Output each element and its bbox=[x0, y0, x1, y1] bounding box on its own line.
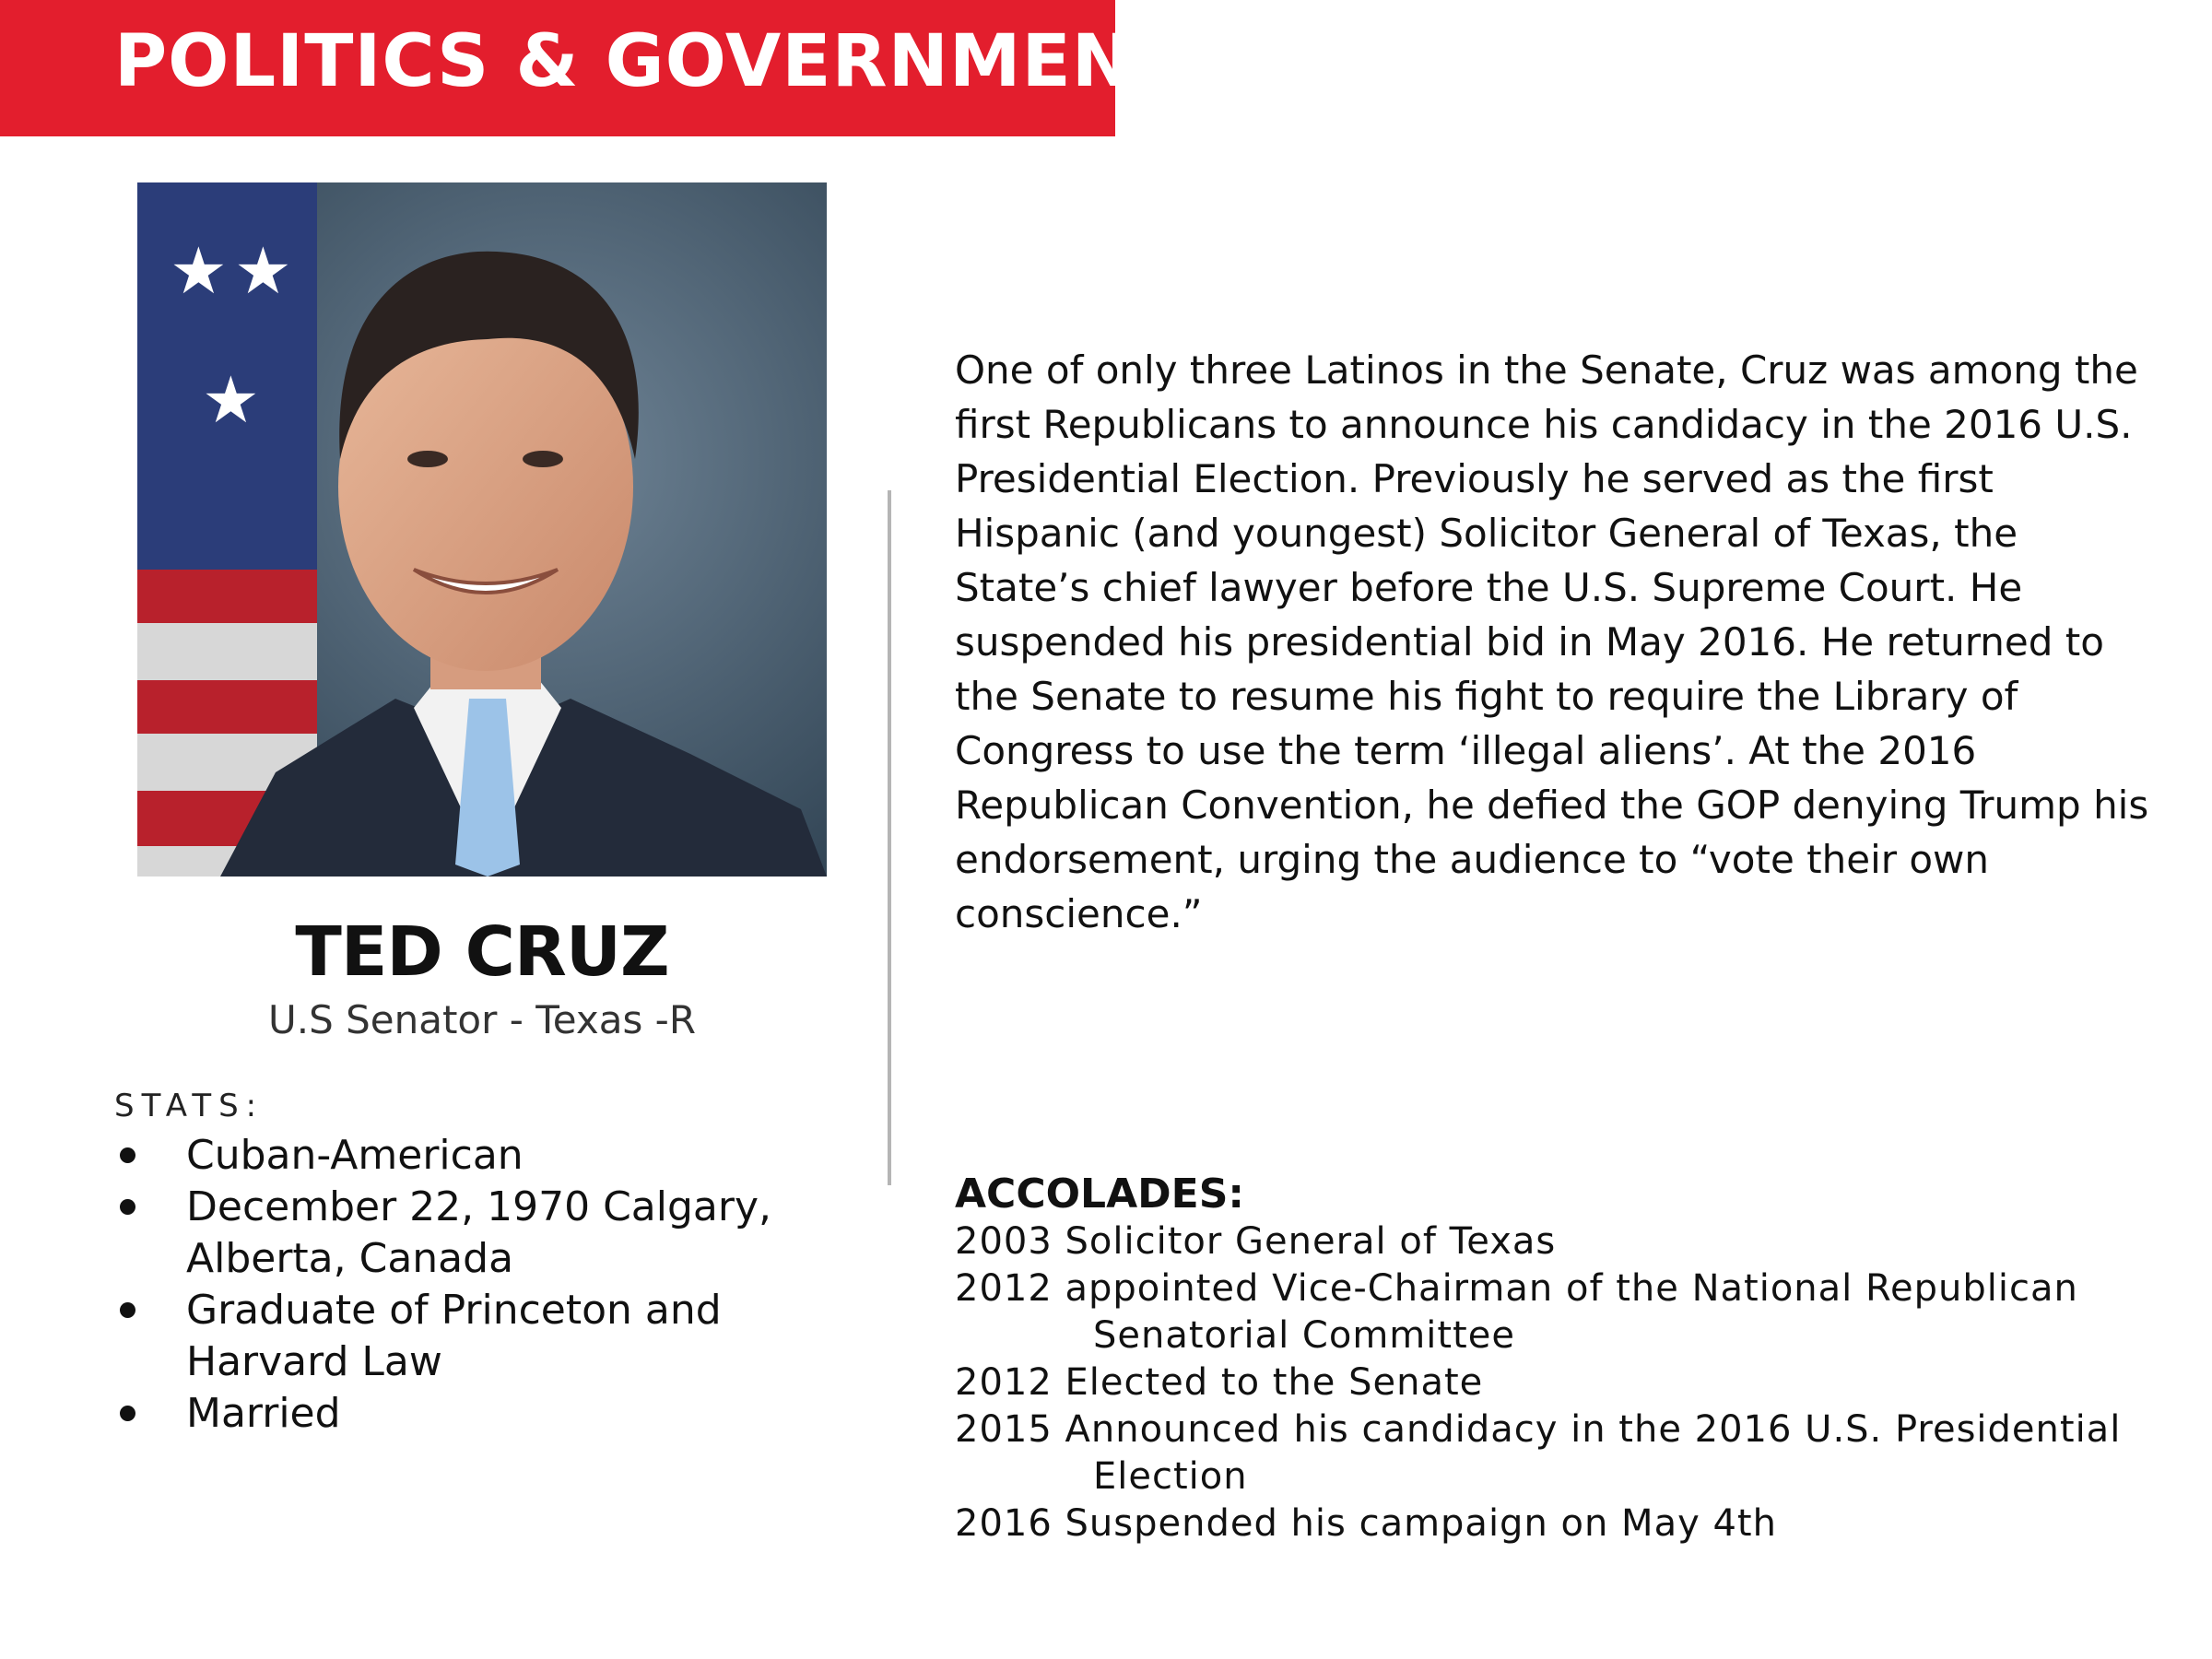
section-title: POLITICS & GOVERNMENT bbox=[114, 20, 1183, 103]
stats-item-text: Graduate of Princeton and Harvard Law bbox=[186, 1287, 722, 1385]
stats-item-text: Cuban-American bbox=[186, 1132, 524, 1179]
stats-item-text: December 22, 1970 Calgary, Alberta, Canada bbox=[186, 1183, 771, 1282]
stats-label: STATS: bbox=[114, 1088, 265, 1124]
bullet-icon bbox=[120, 1199, 135, 1215]
bullet-icon bbox=[120, 1147, 135, 1163]
biography-paragraph: One of only three Latinos in the Senate, Cruz was among the first Republicans to announce his candidacy in the 2016 U.S. Presidential Election. Previously he served as the first Hispanic (and youngest) Solicitor General of Texas, the State’s chief lawyer before the U.S. Supreme Court. He suspended his presidential bid in May 2016. He returned to the Senate to resume his fight to require the Library of Congress to use the term ‘illegal aliens’. At the 2016 Republican Convention, he defied the GOP denying Trump his endorsement, urging the audience to “vote their own conscience.” bbox=[955, 347, 2149, 936]
vertical-divider bbox=[888, 490, 891, 1185]
bullet-icon bbox=[120, 1302, 135, 1318]
accolades-heading: ACCOLADES: bbox=[955, 1171, 1244, 1218]
stats-item bbox=[114, 1182, 879, 1285]
stats-list bbox=[114, 1130, 879, 1440]
svg-text:★: ★ bbox=[170, 233, 228, 309]
senator-portrait-photo bbox=[137, 182, 827, 877]
stats-item bbox=[114, 1130, 879, 1182]
person-name: TED CRUZ bbox=[295, 912, 669, 992]
accolade-item: 2015 Announced his candidacy in the 2016 U.S. Presidential Election bbox=[955, 1408, 2122, 1498]
bullet-icon bbox=[120, 1406, 135, 1421]
svg-text:★: ★ bbox=[234, 233, 292, 309]
accolade-item: 2016 Suspended his campaign on May 4th bbox=[955, 1502, 1777, 1545]
accolade-item: 2003 Solicitor General of Texas bbox=[955, 1220, 1557, 1263]
stats-item-text: Married bbox=[186, 1390, 341, 1437]
stats-item bbox=[114, 1285, 879, 1388]
svg-text:★: ★ bbox=[202, 362, 260, 438]
person-title: U.S Senator - Texas -R bbox=[267, 997, 697, 1042]
accolades-list bbox=[955, 1218, 2190, 1547]
stats-item bbox=[114, 1388, 879, 1440]
accolade-item: 2012 Elected to the Senate bbox=[955, 1361, 1484, 1404]
portrait-illustration bbox=[137, 182, 827, 877]
accolade-item: 2012 appointed Vice-Chairman of the National Republican Senatorial Committee bbox=[955, 1267, 2078, 1357]
